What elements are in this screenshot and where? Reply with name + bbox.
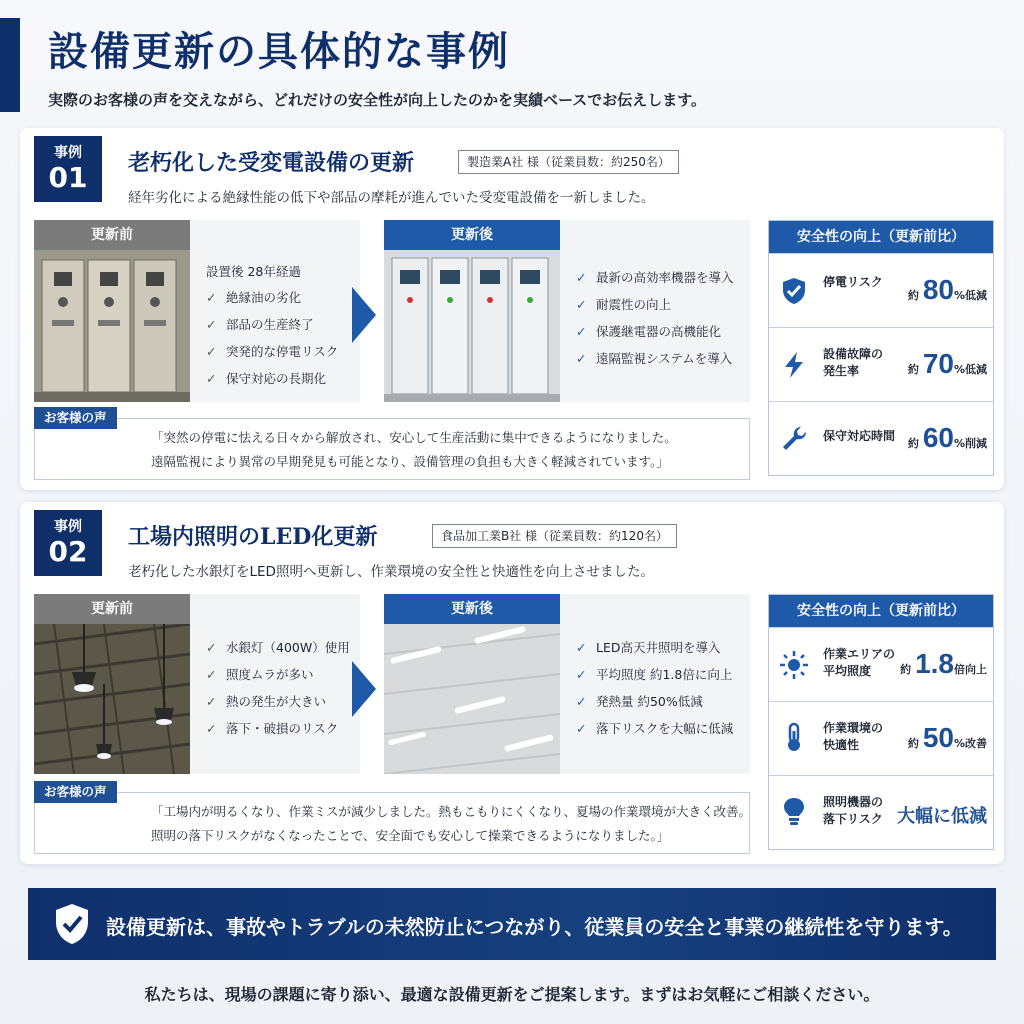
before-years-note: 設置後 28年経過 [206, 264, 301, 279]
safety-row [769, 627, 993, 701]
check-icon: ✓ [576, 324, 587, 339]
customer-voice-line-2: 遠隔監視により異常の早期発見も可能となり、設備管理の負担も大きく軽減されています。」 [151, 454, 669, 469]
check-icon: ✓ [576, 667, 587, 682]
page-title: 設備更新の具体的な事例 [48, 28, 510, 75]
check-icon: ✓ [206, 667, 217, 682]
shield-check-icon [779, 276, 809, 306]
customer-voice-box [34, 784, 752, 854]
check-icon: ✓ [576, 721, 587, 736]
safety-label: 平均照度 [823, 664, 872, 678]
list-item: ✓ 平均照度 約1.8倍に向上 [576, 665, 733, 692]
check-icon: ✓ [206, 290, 217, 305]
customer-voice-line-1: 「突然の停電に怯える日々から解放され、安心して生産活動に集中できるようになりました。 [151, 430, 677, 445]
safety-label: 発生率 [823, 364, 860, 378]
check-icon: ✓ [206, 694, 217, 709]
case-badge-label: 事例 [54, 519, 82, 535]
case-badge-number: 01 [48, 161, 88, 194]
case-badge-label: 事例 [54, 145, 82, 161]
list-item: ✓ 絶縁油の劣化 [206, 288, 338, 315]
safety-panel-heading: 安全性の向上（更新前比） [769, 595, 993, 627]
safety-value: 約 50%改善 [907, 722, 987, 753]
lightning-icon [779, 350, 809, 380]
safety-row [769, 327, 993, 401]
customer-voice-tag: お客様の声 [34, 407, 117, 429]
list-item: ✓ 保守対応の長期化 [206, 369, 338, 396]
after-label: 更新後 [384, 220, 560, 250]
list-item: ✓ 保護継電器の高機能化 [576, 322, 734, 349]
safety-value: 約 80%低減 [907, 274, 987, 305]
safety-label: 保守対応時間 [823, 429, 896, 443]
list-item: ✓ 熱の発生が大きい [206, 692, 350, 719]
case-card-02 [20, 502, 1004, 864]
list-item: ✓ 部品の生産終了 [206, 315, 338, 342]
customer-voice-line-2: 照明の落下リスクがなくなったことで、安全面でも安心して操業できるようになりました。」 [151, 828, 670, 843]
thermometer-icon [779, 722, 809, 752]
safety-label: 快適性 [823, 738, 860, 752]
check-icon: ✓ [576, 270, 587, 285]
check-icon: ✓ [576, 351, 587, 366]
case-description: 老朽化した水銀灯をLED照明へ更新し、作業環境の安全性と快適性を向上させました。 [128, 564, 654, 580]
after-improvement-list [576, 638, 733, 746]
safety-panel-heading: 安全性の向上（更新前比） [769, 221, 993, 253]
case-title: 工場内照明のLED化更新 [128, 524, 378, 550]
sun-icon [779, 650, 809, 680]
safety-value: 約 70%低減 [907, 348, 987, 379]
safety-improvement-panel [768, 220, 994, 476]
safety-value: 約 60%削減 [907, 422, 987, 453]
safety-row [769, 401, 993, 475]
after-improvement-list [576, 268, 734, 376]
case-description: 経年劣化による絶縁性能の低下や部品の摩耗が進んでいた受変電設備を一新しました。 [128, 190, 655, 206]
safety-label: 作業エリアの [823, 647, 896, 661]
list-item: ✓ 落下リスクを大幅に低減 [576, 719, 733, 746]
arrow-right-icon [352, 661, 376, 717]
case-badge-number: 02 [48, 535, 88, 568]
list-item: ✓ 耐震性の向上 [576, 295, 734, 322]
customer-voice-tag: お客様の声 [34, 781, 117, 803]
check-icon: ✓ [206, 721, 217, 736]
case-title: 老朽化した受変電設備の更新 [128, 150, 415, 176]
before-switchgear-photo [34, 250, 190, 402]
customer-voice-box [34, 410, 750, 480]
safety-label: 落下リスク [823, 812, 883, 826]
safety-row [769, 775, 993, 849]
lightbulb-icon [779, 796, 809, 826]
check-icon: ✓ [206, 640, 217, 655]
check-icon: ✓ [576, 694, 587, 709]
page-subtitle: 実際のお客様の声を交えながら、どれだけの安全性が向上したのかを実績ベースでお伝えします。 [48, 91, 707, 109]
footer-text: 私たちは、現場の課題に寄り添い、最適な設備更新をご提案します。まずはお気軽にご相談ください。 [144, 985, 880, 1004]
check-icon: ✓ [576, 640, 587, 655]
conclusion-banner [28, 888, 996, 960]
after-label: 更新後 [384, 594, 560, 624]
shield-check-icon [52, 902, 92, 946]
safety-row [769, 253, 993, 327]
case-card-01 [20, 128, 1004, 490]
safety-row [769, 701, 993, 775]
safety-label: 作業環境の [823, 721, 884, 735]
safety-improvement-panel [768, 594, 994, 850]
check-icon: ✓ [206, 344, 217, 359]
customer-voice-line-1: 「工場内が明るくなり、作業ミスが減少しました。熱もこもりにくくなり、夏場の作業環境が大きく改善。 [151, 804, 752, 819]
before-issue-list [206, 638, 350, 746]
after-led-lighting-photo [384, 624, 560, 774]
check-icon: ✓ [206, 371, 217, 386]
list-item: ✓ 遠隔監視システムを導入 [576, 349, 734, 376]
safety-value: 約 1.8倍向上 [900, 648, 987, 679]
before-label: 更新前 [34, 594, 190, 624]
case-badge-01 [34, 136, 102, 202]
before-label: 更新前 [34, 220, 190, 250]
title-accent-bar [0, 18, 20, 112]
safety-label: 照明機器の [823, 795, 884, 809]
list-item: ✓ 突発的な停電リスク [206, 342, 338, 369]
check-icon: ✓ [206, 317, 217, 332]
list-item: ✓ 発熱量 約50%低減 [576, 692, 733, 719]
client-tag: 食品加工業B社 様（従業員数：約120名） [432, 524, 677, 548]
after-switchgear-photo [384, 250, 560, 402]
wrench-icon [779, 424, 809, 454]
banner-text: 設備更新は、事故やトラブルの未然防止につながり、従業員の安全と事業の継続性を守ります。 [106, 915, 963, 939]
safety-label: 停電リスク [823, 275, 883, 289]
case-badge-02 [34, 510, 102, 576]
check-icon: ✓ [576, 297, 587, 312]
list-item: ✓ 落下・破損のリスク [206, 719, 350, 746]
list-item: ✓ 照度ムラが多い [206, 665, 350, 692]
list-item: ✓ 最新の高効率機器を導入 [576, 268, 734, 295]
before-mercury-lamp-photo [34, 624, 190, 774]
list-item: ✓ LED高天井照明を導入 [576, 638, 733, 665]
arrow-right-icon [352, 287, 376, 343]
before-issue-list [206, 288, 338, 396]
client-tag: 製造業A社 様（従業員数：約250名） [458, 150, 679, 174]
safety-label: 設備故障の [823, 347, 884, 361]
safety-value: 大幅に低減 [897, 806, 987, 827]
list-item: ✓ 水銀灯（400W）使用 [206, 638, 350, 665]
